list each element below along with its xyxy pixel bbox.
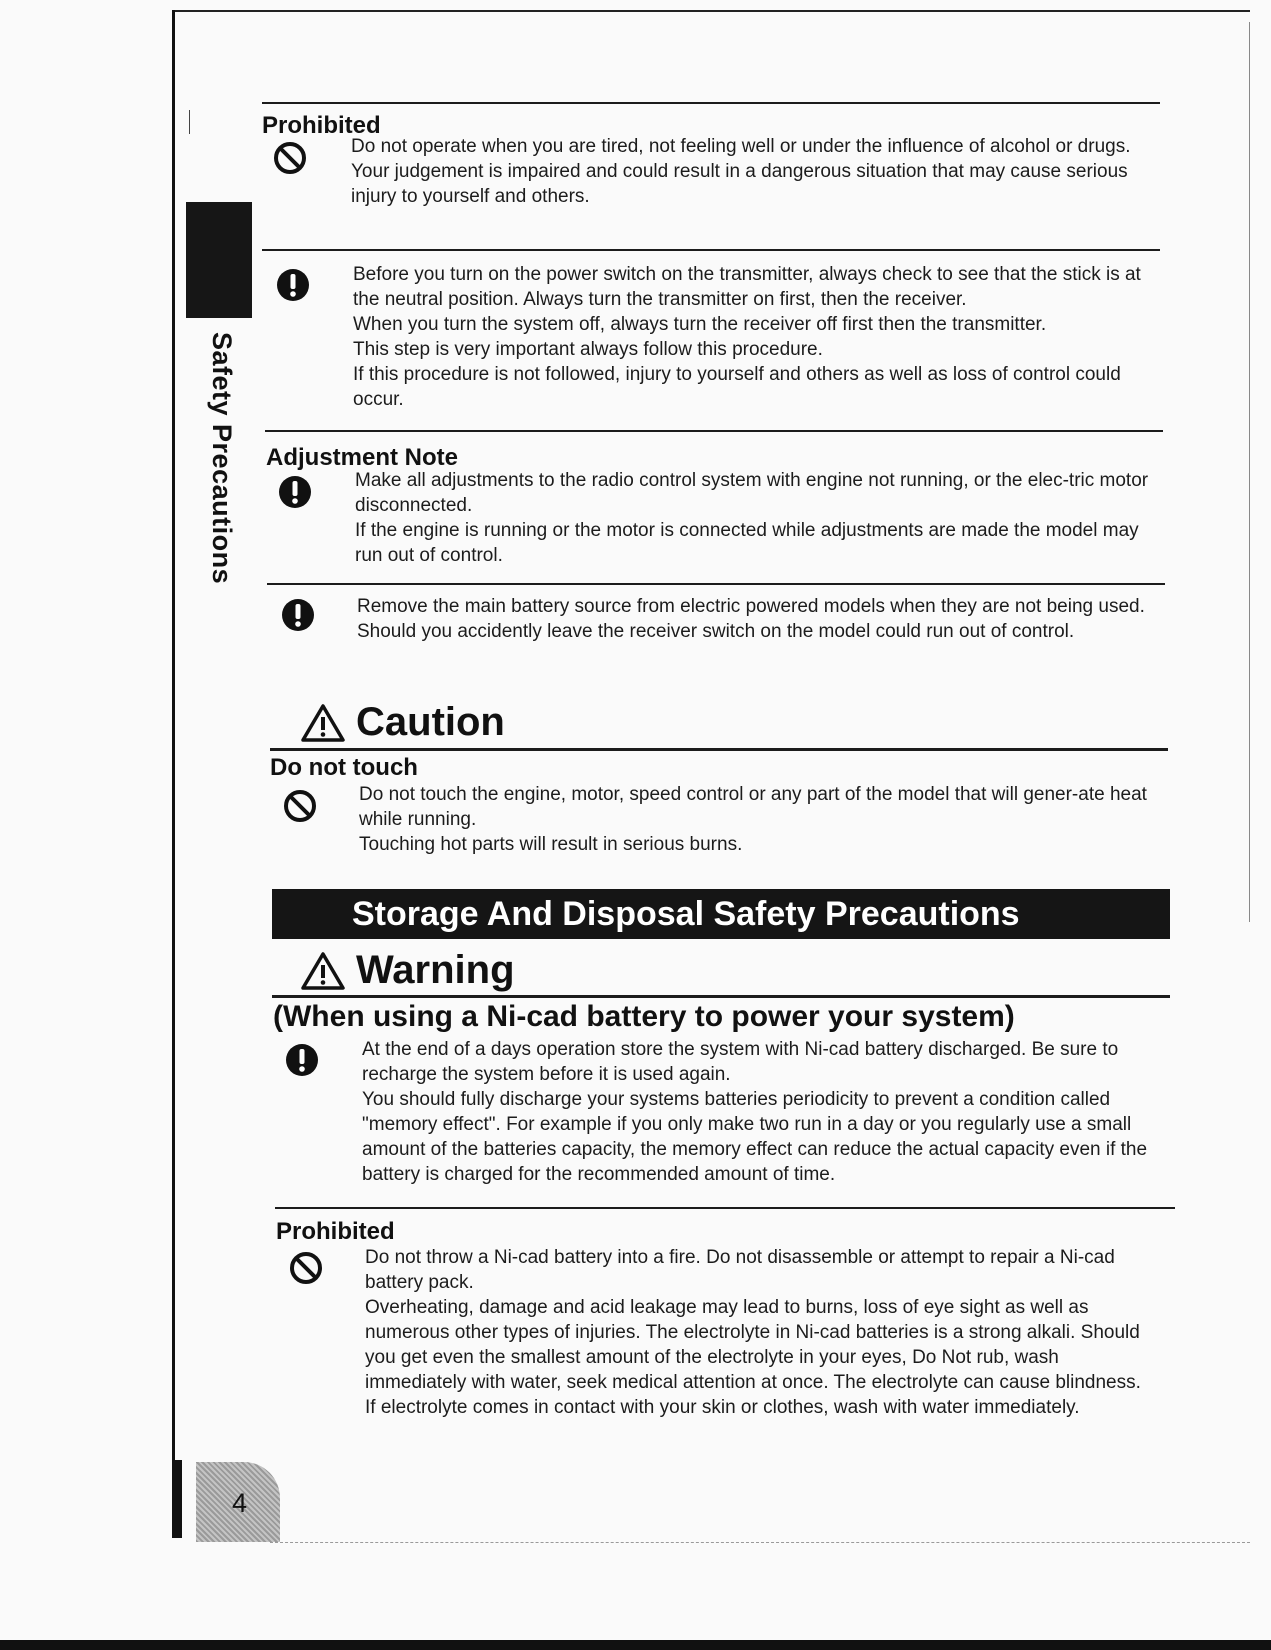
section-body [357, 594, 1157, 644]
paragraph: Do not throw a Ni-cad battery into a fire. Do not disassemble or attempt to repair a Ni-cad battery pack. [365, 1247, 1115, 1293]
section-heading-do-not-touch: Do not touch [270, 754, 418, 781]
paragraph: Overheating, damage and acid leakage may lead to burns, loss of eye sight as well as numerous other types of injuries. The electrolyte in Ni-cad batteries is a strong alkali. Should you get even the smallest amount of the electrolyte in your eyes, Do Not rub, wash immediately with water, seek medical attention at once. The electrolyte can cause blindness. If electrolyte comes in contact with your skin or clothes, wash with water immediately. [365, 1297, 1141, 1418]
warning-triangle-icon [300, 951, 346, 991]
section-heading-adjustment-note: Adjustment Note [266, 444, 458, 471]
section-divider [265, 430, 1163, 432]
section-body [365, 1245, 1155, 1420]
side-tab-label: Safety Precautions [207, 332, 237, 585]
page-border-top [172, 10, 1250, 12]
scan-edge [0, 1640, 1271, 1650]
section-divider [262, 249, 1160, 251]
section-divider [272, 995, 1170, 998]
page-border-left [172, 10, 175, 1538]
paragraph: Remove the main battery source from electric powered models when they are not being used. [357, 596, 1145, 617]
prohibited-icon [273, 141, 307, 175]
paragraph: If this procedure is not followed, injury to yourself and others as well as loss of control could occur. [353, 364, 1121, 410]
paragraph: This step is very important always follow this procedure. [353, 339, 823, 360]
section-divider [262, 102, 1160, 104]
section-body [351, 134, 1151, 209]
paragraph: When you turn the system off, always turn the receiver off first then the transmitter. [353, 314, 1047, 335]
exclamation-icon [285, 1043, 319, 1077]
paragraph: Your judgement is impaired and could result in a dangerous situation that may cause serious injury to yourself and others. [351, 161, 1128, 207]
warning-title: Warning [356, 948, 515, 992]
section-body [355, 468, 1155, 568]
paragraph: Before you turn on the power switch on the transmitter, always check to see that the stick is at the neutral position. Always turn the transmitter on first, then the receiver. [353, 264, 1141, 310]
warning-heading [300, 948, 515, 993]
paragraph: Do not touch the engine, motor, speed control or any part of the model that will gener-ate heat while running. [359, 784, 1147, 830]
paragraph: Should you accidently leave the receiver switch on the model could run out of control. [357, 621, 1075, 642]
page-border-right [1249, 22, 1250, 922]
ni-cad-heading: (When using a Ni-cad battery to power your system) [273, 1000, 1015, 1033]
exclamation-icon [281, 598, 315, 632]
paragraph: Touching hot parts will result in serious burns. [359, 834, 743, 855]
prohibited-icon [289, 1251, 323, 1285]
page-border-left-accent [174, 1460, 182, 1538]
paragraph: You should fully discharge your systems batteries periodicity to prevent a condition called "memory effect". For example if you only make two run in a day or you regularly use a small amount of the batteries capacity, the memory effect can reduce the actual capacity even if the battery is charged for the recommended amount of time. [362, 1089, 1148, 1185]
side-tab-marker [186, 202, 252, 318]
caution-heading [300, 700, 505, 745]
section-divider [275, 1207, 1175, 1209]
section-divider [270, 748, 1168, 751]
caution-title: Caution [356, 700, 505, 744]
warning-triangle-icon [300, 703, 346, 743]
exclamation-icon [276, 268, 310, 302]
paragraph: At the end of a days operation store the system with Ni-cad battery discharged. Be sure to recharge the system before it is used again. [362, 1039, 1119, 1085]
page-number: 4 [232, 1488, 248, 1518]
section-body [362, 1037, 1152, 1187]
section-heading-prohibited: Prohibited [262, 112, 381, 139]
page-border-bottom [270, 1542, 1250, 1544]
paragraph: Do not operate when you are tired, not feeling well or under the influence of alcohol or drugs. [351, 136, 1131, 157]
paragraph: Make all adjustments to the radio control system with engine not running, or the elec-tric motor disconnected. [355, 470, 1149, 516]
section-heading-prohibited: Prohibited [276, 1218, 395, 1245]
section-divider [267, 583, 1165, 585]
section-body [353, 262, 1153, 412]
margin-mark [189, 110, 190, 134]
storage-disposal-banner: Storage And Disposal Safety Precautions [272, 889, 1170, 939]
prohibited-icon [283, 789, 317, 823]
paragraph: If the engine is running or the motor is connected while adjustments are made the model may run out of control. [355, 520, 1139, 566]
section-body [359, 782, 1159, 857]
exclamation-icon [278, 475, 312, 509]
